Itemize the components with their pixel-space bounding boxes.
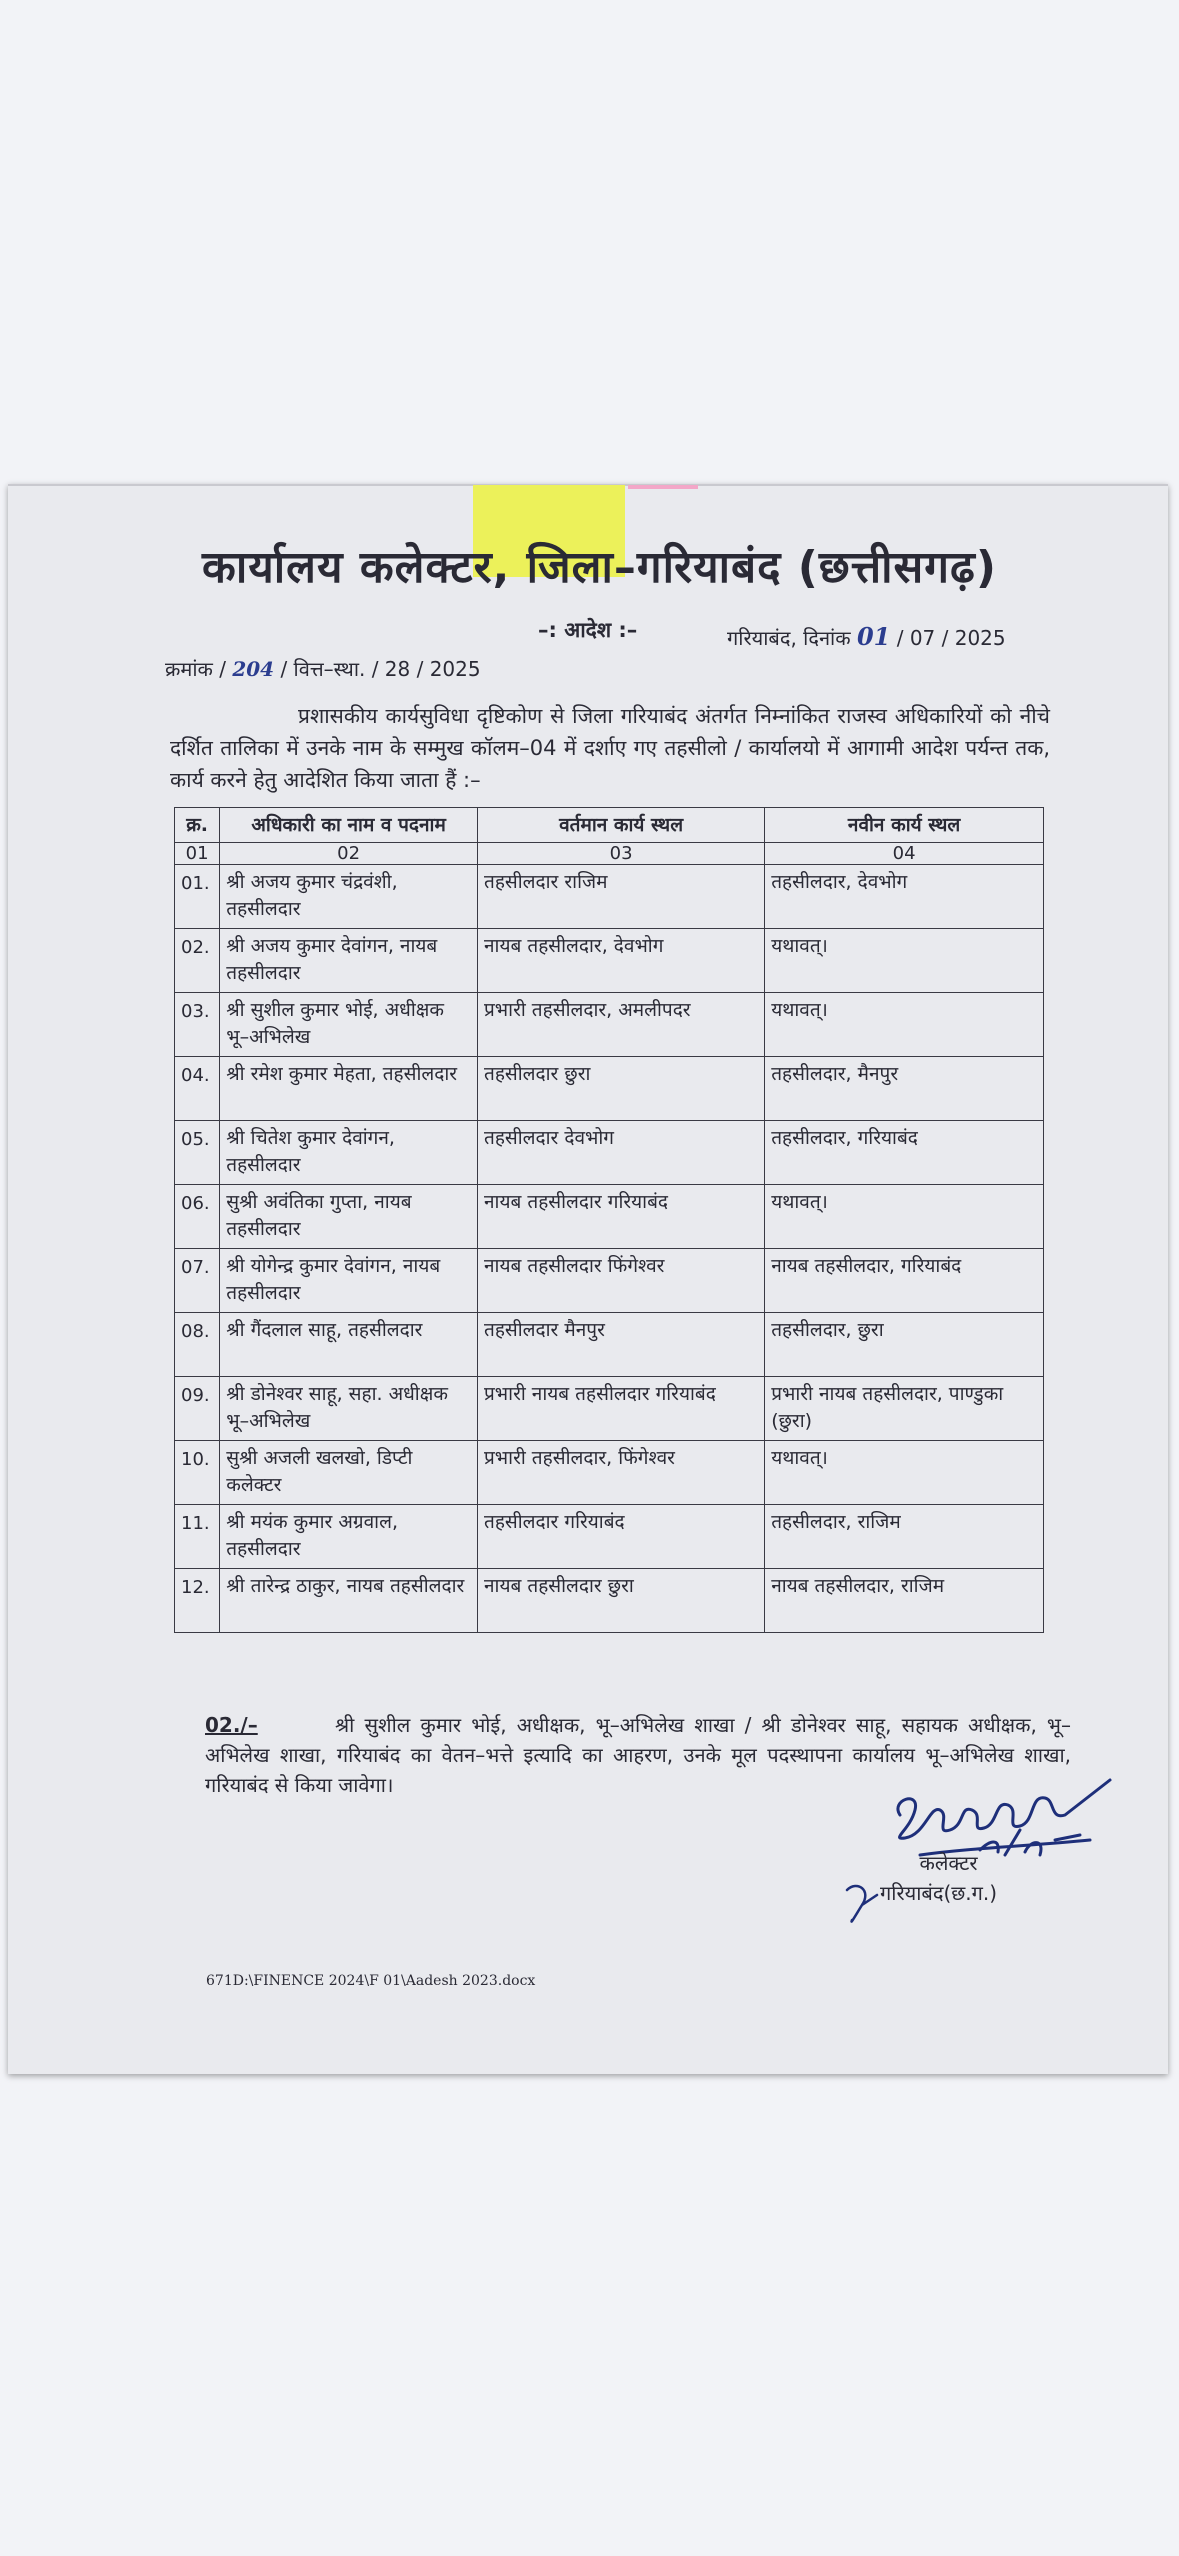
new-posting-cell: तहसीलदार, देवभोग (765, 865, 1044, 929)
reference-prefix: क्रमांक / (165, 657, 226, 681)
current-posting-cell: नायब तहसीलदार, देवभोग (477, 929, 764, 993)
new-posting-cell: तहसीलदार, राजिम (765, 1505, 1044, 1569)
signature-block (880, 1848, 998, 1908)
date-handwritten: 01 (856, 622, 891, 651)
new-posting-cell: यथावत्। (765, 1441, 1044, 1505)
col-number: 01 (175, 843, 220, 865)
order-date (727, 622, 1006, 651)
officer-name-cell: श्री सुशील कुमार भोई, अधीक्षक भू–अभिलेख (220, 993, 478, 1057)
officer-name-cell: श्री चितेश कुमार देवांगन, तहसीलदार (220, 1121, 478, 1185)
note-number: 02./– (205, 1713, 258, 1737)
col-number: 04 (765, 843, 1044, 865)
initial-mark (842, 1880, 882, 1930)
officer-name-cell: श्री रमेश कुमार मेहता, तहसीलदार (220, 1057, 478, 1121)
officer-name-cell: श्री मयंक कुमार अग्रवाल, तहसीलदार (220, 1505, 478, 1569)
current-posting-cell: प्रभारी नायब तहसीलदार गरियाबंद (477, 1377, 764, 1441)
officer-name-cell: श्री डोनेश्वर साहू, सहा. अधीक्षक भू–अभिलेख (220, 1377, 478, 1441)
col-header-serial: क्र. (175, 808, 220, 843)
current-posting-cell: तहसीलदार मैनपुर (477, 1313, 764, 1377)
new-posting-cell: यथावत्। (765, 993, 1044, 1057)
table-row (175, 1121, 1044, 1185)
reference-number (165, 655, 481, 682)
current-posting-cell: तहसीलदार राजिम (477, 865, 764, 929)
date-prefix: गरियाबंद, दिनांक (727, 626, 851, 650)
officer-name-cell: श्री अजय कुमार चंद्रवंशी, तहसीलदार (220, 865, 478, 929)
col-header-new: नवीन कार्य स्थल (765, 808, 1044, 843)
serial-cell: 12. (175, 1569, 220, 1633)
new-posting-cell: यथावत्। (765, 1185, 1044, 1249)
current-posting-cell: नायब तहसीलदार फिंगेश्वर (477, 1249, 764, 1313)
date-suffix: / 07 / 2025 (896, 626, 1006, 650)
serial-cell: 07. (175, 1249, 220, 1313)
serial-cell: 06. (175, 1185, 220, 1249)
current-posting-cell: नायब तहसीलदार गरियाबंद (477, 1185, 764, 1249)
current-posting-cell: तहसीलदार गरियाबंद (477, 1505, 764, 1569)
table-row (175, 993, 1044, 1057)
note-text: श्री सुशील कुमार भोई, अधीक्षक, भू–अभिलेख शाखा / श्री डोनेश्वर साहू, सहायक अधीक्षक, भू–अभिलेख शाखा, गरियाबंद का वेतन–भत्ते इत्यादि का आहरण, उनके मूल पदस्थापना कार्यालय भू–अभिलेख शाखा, गरियाबंद से किया जावेगा। (205, 1713, 1071, 1797)
column-number-row (175, 843, 1044, 865)
officer-name-cell: श्री गैंदलाल साहू, तहसीलदार (220, 1313, 478, 1377)
office-title: कार्यालय कलेक्टर, जिला–गरियाबंद (छत्तीसगढ़) (202, 542, 997, 593)
table-row (175, 1185, 1044, 1249)
officer-name-cell: श्री योगेन्द्र कुमार देवांगन, नायब तहसीलदार (220, 1249, 478, 1313)
serial-cell: 11. (175, 1505, 220, 1569)
serial-cell: 01. (175, 865, 220, 929)
col-header-name: अधिकारी का नाम व पदनाम (220, 808, 478, 843)
table-row (175, 1313, 1044, 1377)
new-posting-cell: नायब तहसीलदार, गरियाबंद (765, 1249, 1044, 1313)
table-row (175, 1057, 1044, 1121)
order-label: –: आदेश :– (538, 618, 638, 642)
serial-cell: 09. (175, 1377, 220, 1441)
serial-cell: 10. (175, 1441, 220, 1505)
new-posting-cell: यथावत्। (765, 929, 1044, 993)
officer-name-cell: श्री तारेन्द्र ठाकुर, नायब तहसीलदार (220, 1569, 478, 1633)
new-posting-cell: तहसीलदार, गरियाबंद (765, 1121, 1044, 1185)
pink-marker-strip (628, 485, 698, 489)
col-number: 03 (477, 843, 764, 865)
serial-cell: 08. (175, 1313, 220, 1377)
intro-paragraph (170, 700, 1050, 796)
table-row (175, 1249, 1044, 1313)
intro-text: प्रशासकीय कार्यसुविधा दृष्टिकोण से जिला गरियाबंद अंतर्गत निम्नांकित राजस्व अधिकारियों को नीचे दर्शित तालिका में उनके नाम के सम्मुख कॉलम–04 में दर्शाए गए तहसीलो / कार्यालयो में आगामी आदेश पर्यन्त तक, कार्य करने हेतु आदेशित किया जाता हैं :– (170, 704, 1050, 792)
new-posting-cell: तहसीलदार, छुरा (765, 1313, 1044, 1377)
new-posting-cell: तहसीलदार, मैनपुर (765, 1057, 1044, 1121)
signatory-place: गरियाबंद(छ.ग.) (880, 1881, 998, 1905)
current-posting-cell: नायब तहसीलदार छुरा (477, 1569, 764, 1633)
table-row (175, 1377, 1044, 1441)
current-posting-cell: प्रभारी तहसीलदार, अमलीपदर (477, 993, 764, 1057)
table-row (175, 929, 1044, 993)
officer-name-cell: सुश्री अजली खलखो, डिप्टी कलेक्टर (220, 1441, 478, 1505)
officer-name-cell: सुश्री अवंतिका गुप्ता, नायब तहसीलदार (220, 1185, 478, 1249)
serial-cell: 02. (175, 929, 220, 993)
table-row (175, 865, 1044, 929)
table-row (175, 1441, 1044, 1505)
reference-handwritten: 204 (232, 657, 275, 681)
serial-cell: 03. (175, 993, 220, 1057)
table-row (175, 1569, 1044, 1633)
reference-suffix: / वित्त–स्था. / 28 / 2025 (280, 657, 481, 681)
col-header-current: वर्तमान कार्य स्थल (477, 808, 764, 843)
current-posting-cell: प्रभारी तहसीलदार, फिंगेश्वर (477, 1441, 764, 1505)
table-header-row (175, 808, 1044, 843)
serial-cell: 05. (175, 1121, 220, 1185)
table-row (175, 1505, 1044, 1569)
signatory-designation: कलेक्टर (919, 1851, 978, 1875)
file-path-footer: 671D:\FINENCE 2024\F 01\Aadesh 2023.docx (206, 1973, 536, 1989)
transfer-table (174, 807, 1044, 1633)
new-posting-cell: नायब तहसीलदार, राजिम (765, 1569, 1044, 1633)
new-posting-cell: प्रभारी नायब तहसीलदार, पाण्डुका (छुरा) (765, 1377, 1044, 1441)
officer-name-cell: श्री अजय कुमार देवांगन, नायब तहसीलदार (220, 929, 478, 993)
col-number: 02 (220, 843, 478, 865)
serial-cell: 04. (175, 1057, 220, 1121)
current-posting-cell: तहसीलदार छुरा (477, 1057, 764, 1121)
current-posting-cell: तहसीलदार देवभोग (477, 1121, 764, 1185)
